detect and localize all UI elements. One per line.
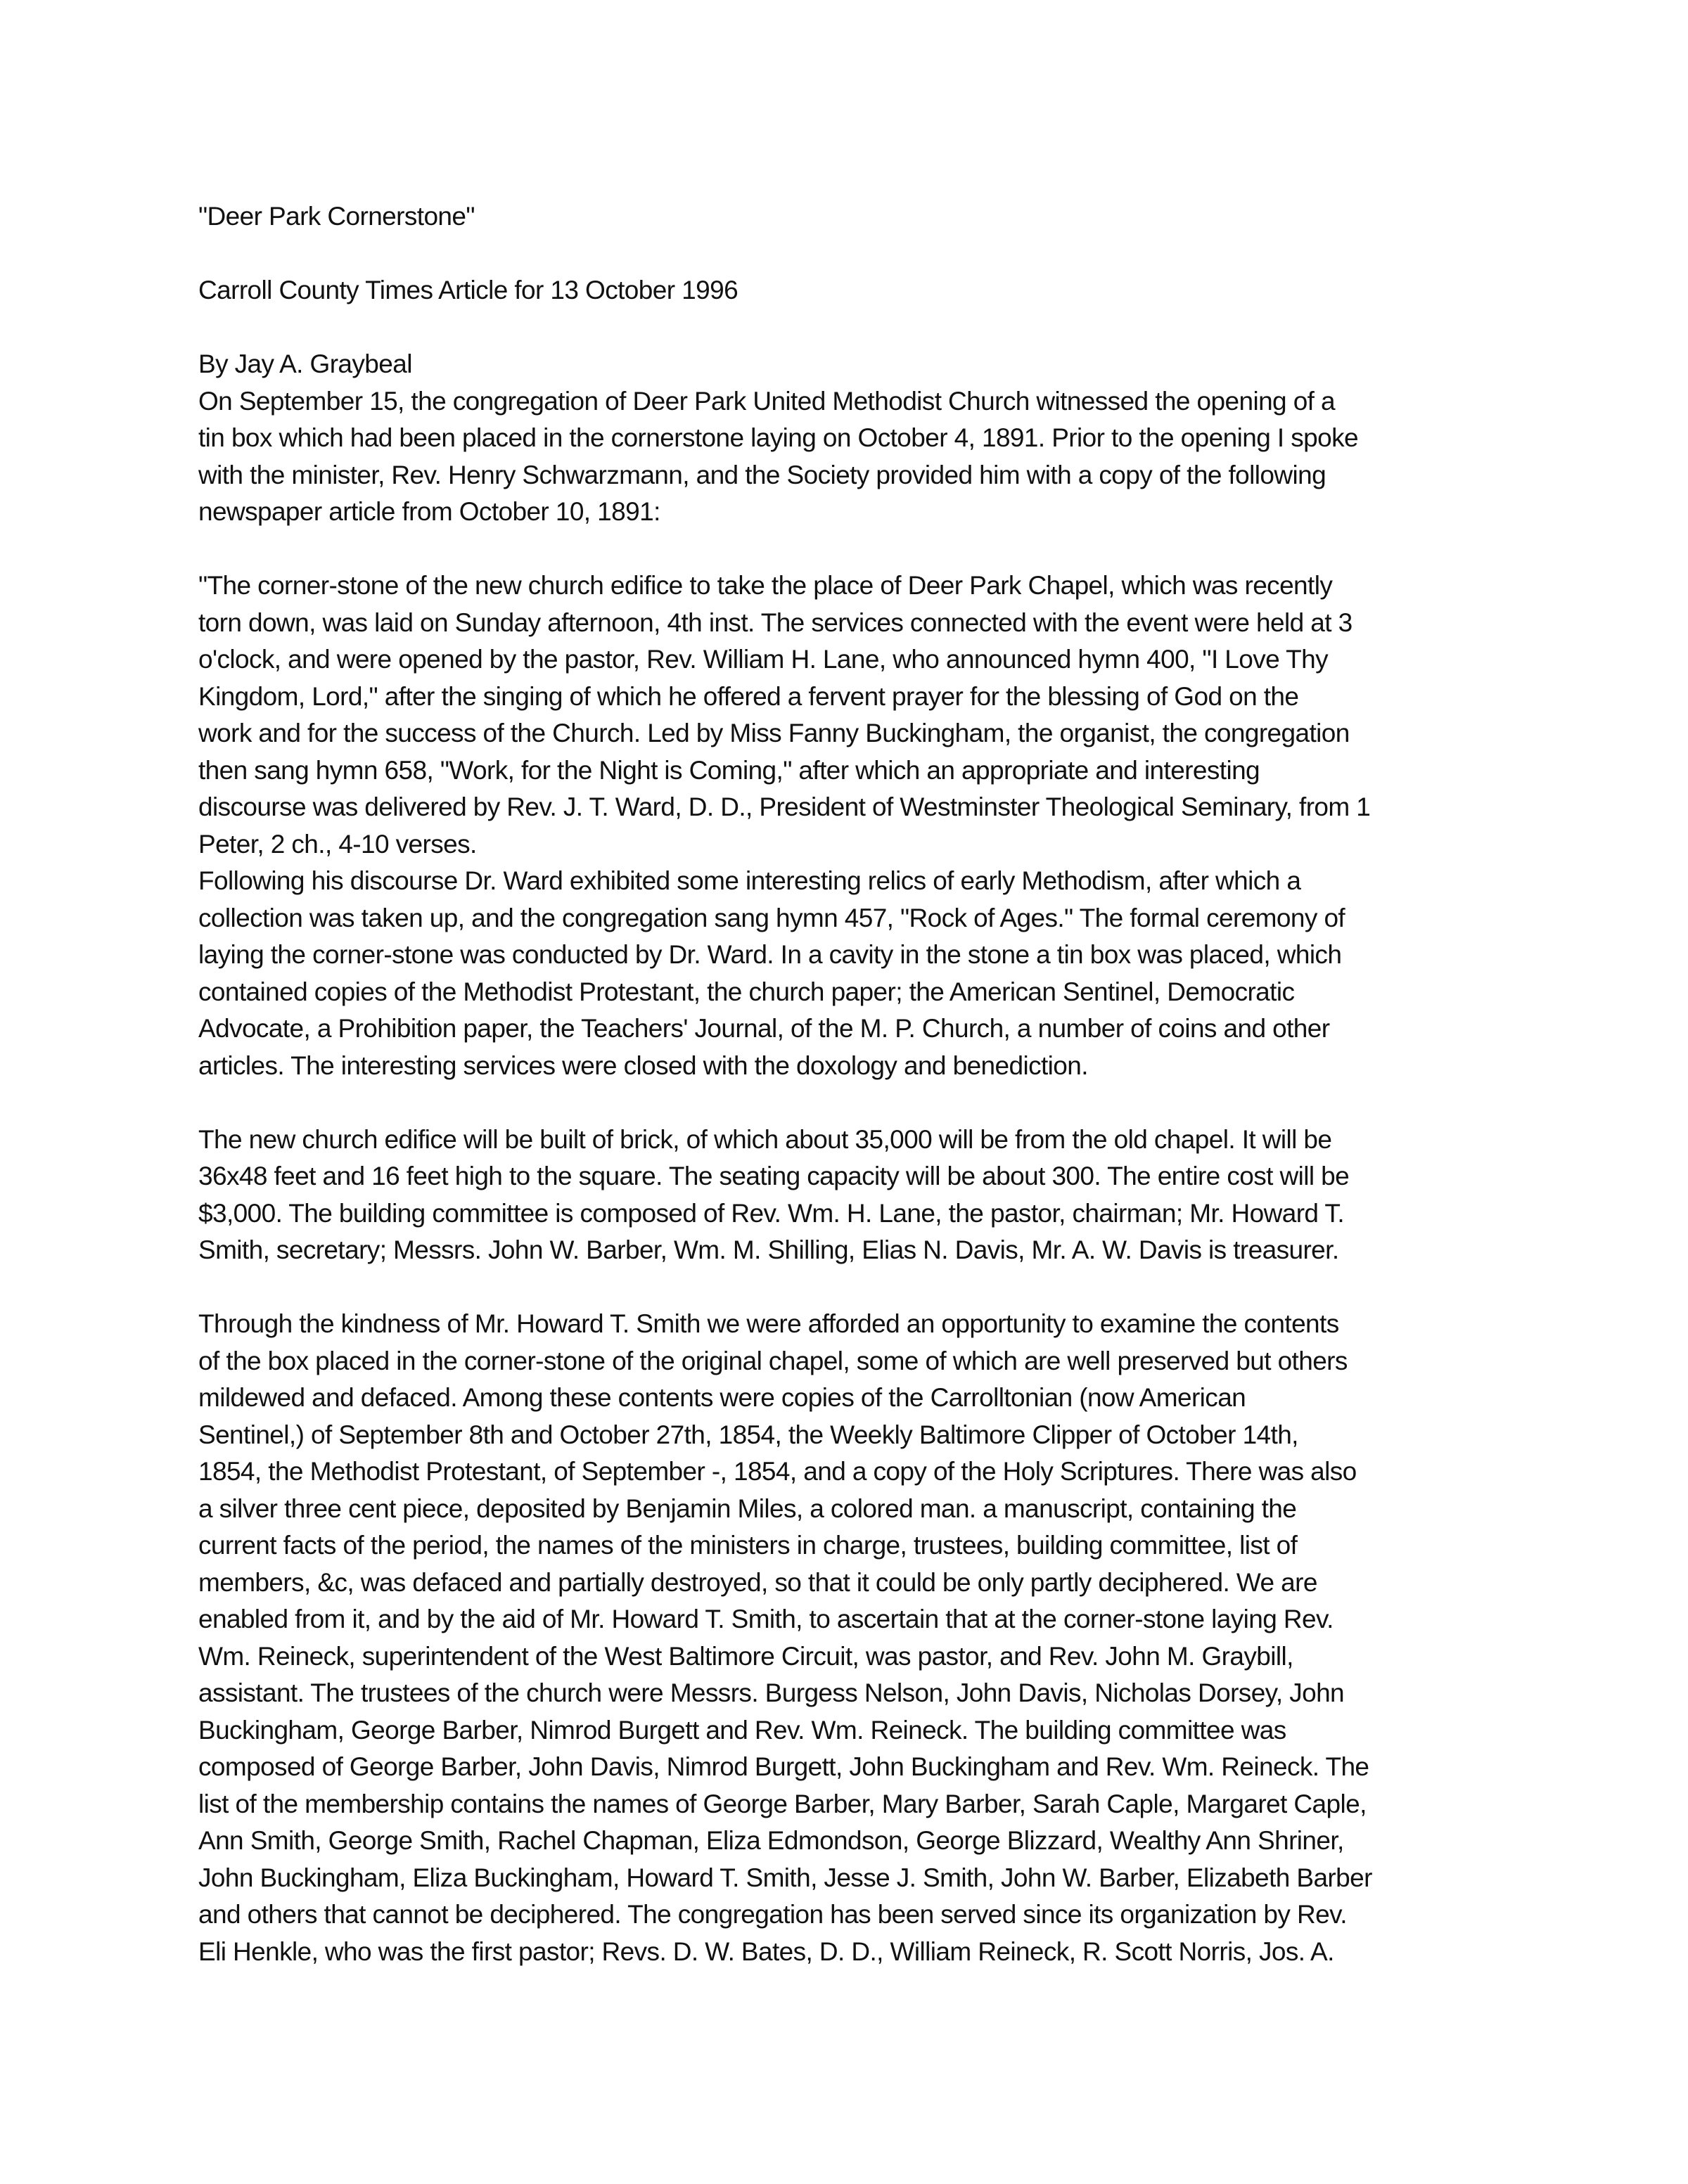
paragraph-new-edifice bbox=[198, 1122, 1507, 1269]
text-line: articles. The interesting services were closed with the doxology and benediction. bbox=[198, 1051, 1088, 1080]
text-line: The new church edifice will be built of brick, of which about 35,000 will be from the old chapel. It will be bbox=[198, 1124, 1332, 1154]
text-line: Peter, 2 ch., 4-10 verses. bbox=[198, 829, 477, 859]
text-line: Following his discourse Dr. Ward exhibited some interesting relics of early Methodism, after which a bbox=[198, 866, 1301, 895]
paragraph-intro bbox=[198, 383, 1507, 531]
text-line: discourse was delivered by Rev. J. T. Ward, D. D., President of Westminster Theological Seminary, from 1 bbox=[198, 792, 1371, 821]
text-line: Wm. Reineck, superintendent of the West Baltimore Circuit, was pastor, and Rev. John M. Graybill, bbox=[198, 1641, 1293, 1671]
text-line: a silver three cent piece, deposited by Benjamin Miles, a colored man. a manuscript, containing the bbox=[198, 1494, 1297, 1523]
text-line: tin box which had been placed in the cornerstone laying on October 4, 1891. Prior to the opening I spoke bbox=[198, 423, 1358, 452]
text-line: John Buckingham, Eliza Buckingham, Howard T. Smith, Jesse J. Smith, John W. Barber, Elizabeth Barber bbox=[198, 1863, 1372, 1892]
document-page bbox=[198, 198, 1507, 1970]
text-line: Advocate, a Prohibition paper, the Teachers' Journal, of the M. P. Church, a number of coins and other bbox=[198, 1014, 1330, 1043]
text-line: with the minister, Rev. Henry Schwarzmann, and the Society provided him with a copy of the following bbox=[198, 460, 1326, 489]
spacer bbox=[198, 236, 1507, 273]
text-line: 1854, the Methodist Protestant, of September -, 1854, and a copy of the Holy Scriptures. There was also bbox=[198, 1457, 1357, 1486]
paragraph-quote-ceremony bbox=[198, 567, 1507, 863]
text-line: 36x48 feet and 16 feet high to the square. The seating capacity will be about 300. The entire cost will be bbox=[198, 1162, 1350, 1190]
spacer bbox=[198, 531, 1507, 568]
text-line: newspaper article from October 10, 1891: bbox=[198, 497, 660, 526]
text-line: Eli Henkle, who was the first pastor; Revs. D. W. Bates, D. D., William Reineck, R. Scott Norris, Jos. A. bbox=[198, 1936, 1334, 1966]
text-line: laying the corner-stone was conducted by Dr. Ward. In a cavity in the stone a tin box was placed, which bbox=[198, 940, 1342, 969]
spacer bbox=[198, 309, 1507, 347]
text-line: Through the kindness of Mr. Howard T. Smith we were afforded an opportunity to examine the contents bbox=[198, 1309, 1339, 1338]
text-line: Buckingham, George Barber, Nimrod Burgett and Rev. Wm. Reineck. The building committee was bbox=[198, 1715, 1286, 1745]
text-line: list of the membership contains the names of George Barber, Mary Barber, Sarah Caple, Margaret Caple, bbox=[198, 1789, 1367, 1818]
text-line: enabled from it, and by the aid of Mr. Howard T. Smith, to ascertain that at the corner-stone laying Rev. bbox=[198, 1605, 1334, 1633]
text-line: Sentinel,) of September 8th and October 27th, 1854, the Weekly Baltimore Clipper of October 14th, bbox=[198, 1420, 1298, 1449]
text-line: composed of George Barber, John Davis, Nimrod Burgett, John Buckingham and Rev. Wm. Reineck. The bbox=[198, 1752, 1369, 1781]
text-line: $3,000. The building committee is composed of Rev. Wm. H. Lane, the pastor, chairman; Mr. Howard T. bbox=[198, 1198, 1344, 1228]
text-line: torn down, was laid on Sunday afternoon, 4th inst. The services connected with the event were held at 3 bbox=[198, 608, 1353, 637]
text-line: then sang hymn 658, "Work, for the Night is Coming," after which an appropriate and interesting bbox=[198, 755, 1260, 785]
text-line: On September 15, the congregation of Deer Park United Methodist Church witnessed the opening of a bbox=[198, 386, 1336, 416]
text-line: mildewed and defaced. Among these contents were copies of the Carrolltonian (now American bbox=[198, 1383, 1246, 1412]
text-line: Ann Smith, George Smith, Rachel Chapman, Eliza Edmondson, George Blizzard, Wealthy Ann Shriner, bbox=[198, 1826, 1344, 1855]
text-line: of the box placed in the corner-stone of the original chapel, some of which are well preserved but others bbox=[198, 1346, 1348, 1375]
text-line: and others that cannot be deciphered. The congregation has been served since its organization by Rev. bbox=[198, 1900, 1347, 1929]
paragraph-original-box bbox=[198, 1306, 1507, 1970]
spacer bbox=[198, 1084, 1507, 1122]
text-line: contained copies of the Methodist Protestant, the church paper; the American Sentinel, Democratic bbox=[198, 977, 1295, 1006]
text-line: collection was taken up, and the congregation sang hymn 457, "Rock of Ages." The formal ceremony of bbox=[198, 903, 1345, 932]
text-line: "The corner-stone of the new church edifice to take the place of Deer Park Chapel, which was recently bbox=[198, 571, 1333, 600]
document-title: "Deer Park Cornerstone" bbox=[198, 202, 475, 231]
byline: By Jay A. Graybeal bbox=[198, 349, 412, 378]
text-line: assistant. The trustees of the church were Messrs. Burgess Nelson, John Davis, Nicholas Dorsey, John bbox=[198, 1678, 1345, 1707]
text-line: members, &c, was defaced and partially destroyed, so that it could be only partly deciphered. We are bbox=[198, 1567, 1317, 1597]
text-line: Kingdom, Lord," after the singing of which he offered a fervent prayer for the blessing of God on the bbox=[198, 681, 1299, 711]
text-line: work and for the success of the Church. Led by Miss Fanny Buckingham, the organist, the congregation bbox=[198, 719, 1350, 747]
text-line: o'clock, and were opened by the pastor, Rev. William H. Lane, who announced hymn 400, "I Love Thy bbox=[198, 645, 1329, 674]
spacer bbox=[198, 1269, 1507, 1306]
text-line: Smith, secretary; Messrs. John W. Barber, Wm. M. Shilling, Elias N. Davis, Mr. A. W. Davis is treasurer. bbox=[198, 1235, 1339, 1264]
document-subtitle: Carroll County Times Article for 13 October 1996 bbox=[198, 276, 738, 304]
paragraph-relics bbox=[198, 863, 1507, 1084]
text-line: current facts of the period, the names of the ministers in charge, trustees, building committee, list of bbox=[198, 1531, 1298, 1560]
